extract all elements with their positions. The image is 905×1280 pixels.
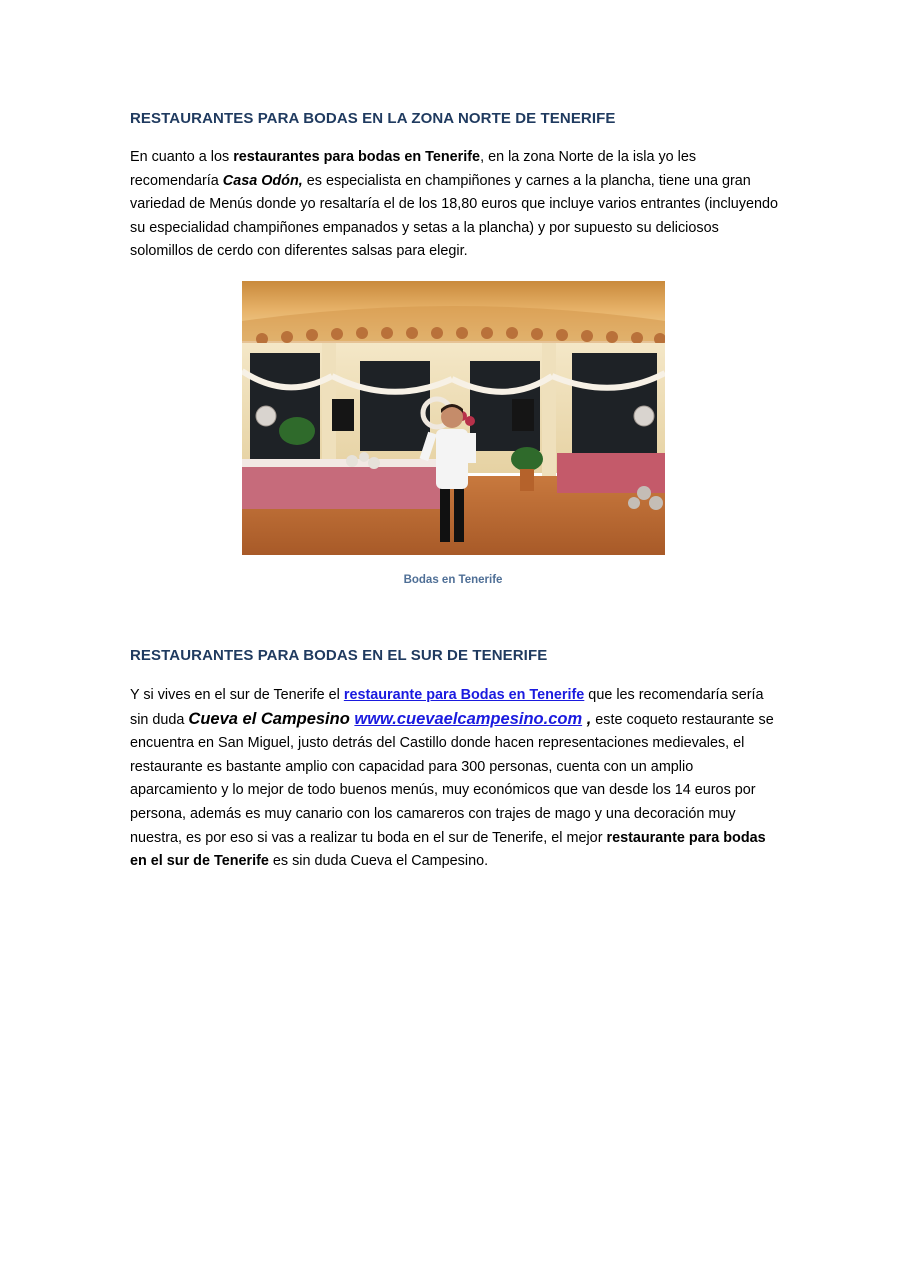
link-restaurante-bodas[interactable]: restaurante para Bodas en Tenerife [343,687,585,703]
figure-caption: Bodas en Tenerife [403,574,503,586]
text-run: este coqueto restaurante se encuentra en San Miguel, justo detrás del Castillo donde hacen representaciones medievales, el restaurante es bastante amplio con capacidad para 300 personas, cuenta con un amplio aparcamiento y lo mejor de todo buenos menús, muy económicos que van desde los 14 euros por persona, además es muy canario con los camareros con trajes de mago y una decoración muy nuestra, es por eso si vas a realizar tu boda en el sur de Tenerife, el mejor [130,711,774,846]
text-run: Y si vives en el sur de Tenerife el [130,687,344,703]
link-website[interactable]: www.cuevaelcampesino.com [354,709,583,728]
text-run: es sin duda Cueva el Campesino. [268,853,489,870]
section-heading-south: RESTAURANTES PARA BODAS EN EL SUR DE TENERIFE [130,647,548,664]
comma: , [582,709,592,728]
paragraph-north [130,146,780,264]
bold-keyword: restaurante para bodas en el sur de Tenerife [130,829,766,870]
restaurant-name-cueva: Cueva el Campesino [188,709,355,728]
restaurant-name-casa-odon: Casa Odón, [222,172,303,189]
bold-keyword: restaurantes para bodas en Tenerife [233,149,481,165]
text-run: que les recomendaría sería sin duda [130,687,764,728]
paragraph-south [130,684,780,874]
text-run: En cuanto a los [130,149,234,165]
banquet-hall-photo [242,281,665,555]
section-heading-north: RESTAURANTES PARA BODAS EN LA ZONA NORTE DE TENERIFE [130,110,616,127]
text-run: es especialista en champiñones y carnes a la plancha, tiene una gran variedad de Menús donde yo resaltaría el de los 18,80 euros que incluye varios entrantes (incluyendo su especialidad champiñones empanados y setas a la plancha) y por supuesto su deliciosos solomillos de cerdo con diferentes salsas para elegir. [130,172,778,260]
text-run: , en la zona Norte de la isla yo les recomendaría [130,149,697,189]
